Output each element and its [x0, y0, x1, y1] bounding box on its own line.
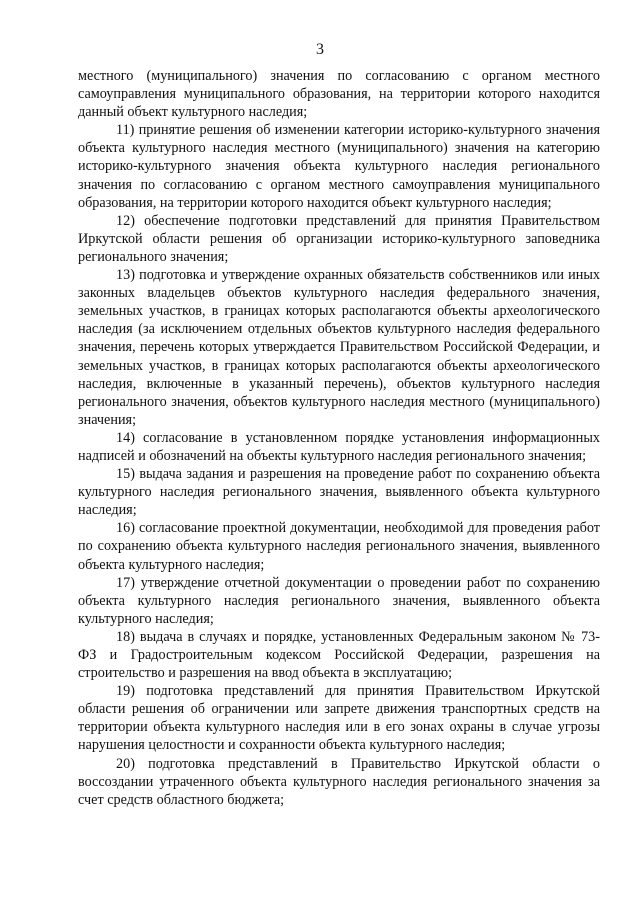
paragraph-item-13: 13) подготовка и утверждение охранных обязательств собственников или иных законных владельцев объектов культурного наследия федерального значения, земельных участков, в границах которых располагаются объекты археологического наследия (за исключением отдельных объектов культурного наследия федерального значения, перечень которых утверждается Правительством Российской Федерации, и земельных участков, в границах которых располагаются объекты археологического наследия, включенные в указанный перечень), объектов культурного наследия регионального значения, объектов культурного наследия местного (муниципального) значения; — [78, 267, 600, 428]
paragraph-item-11: 11) принятие решения об изменении категории историко-культурного значения объекта культурного наследия местного (муниципального) значения на категорию историко-культурного значения объекта культурного наследия регионального значения по согласованию с органом местного самоуправления муниципального образования, на территории которого находится объект культурного наследия; — [78, 122, 600, 211]
paragraph-item-12: 12) обеспечение подготовки представлений для принятия Правительством Иркутской области решения об организации историко-культурного заповедника регионального значения; — [78, 212, 600, 265]
document-body — [78, 67, 600, 809]
paragraph-item-14: 14) согласование в установленном порядке установления информационных надписей и обозначений на объекты культурного наследия регионального значения; — [78, 429, 600, 464]
paragraph-item-16: 16) согласование проектной документации, необходимой для проведения работ по сохранению объекта культурного наследия регионального значения, выявленного объекта культурного наследия; — [78, 520, 600, 573]
paragraph-item-20: 20) подготовка представлений в Правительство Иркутской области о воссоздании утраченного объекта культурного наследия регионального значения за счет средств областного бюджета; — [78, 755, 600, 808]
paragraph-item-15: 15) выдача задания и разрешения на проведение работ по сохранению объекта культурного наследия регионального значения, выявленного объекта культурного наследия; — [78, 466, 600, 519]
paragraph-item-17: 17) утверждение отчетной документации о проведении работ по сохранению объекта культурного наследия регионального значения, выявленного объекта культурного наследия; — [78, 574, 600, 627]
paragraph-item-18: 18) выдача в случаях и порядке, установленных Федеральным законом № 73-ФЗ и Градостроительным кодексом Российской Федерации, разрешения на строительство и разрешения на ввод объекта в эксплуатацию; — [78, 628, 600, 682]
paragraph-continuation: местного (муниципального) значения по согласованию с органом местного самоуправления муниципального образования, на территории которого находится данный объект культурного наследия; — [78, 68, 600, 121]
page-number: 3 — [316, 41, 324, 58]
paragraph-item-19: 19) подготовка представлений для принятия Правительством Иркутской области решения об ограничении или запрете движения транспортных средств на территории объекта культурного наследия или в его зонах охраны в случае угрозы нарушения целостности и сохранности объекта культурного наследия; — [78, 683, 600, 754]
